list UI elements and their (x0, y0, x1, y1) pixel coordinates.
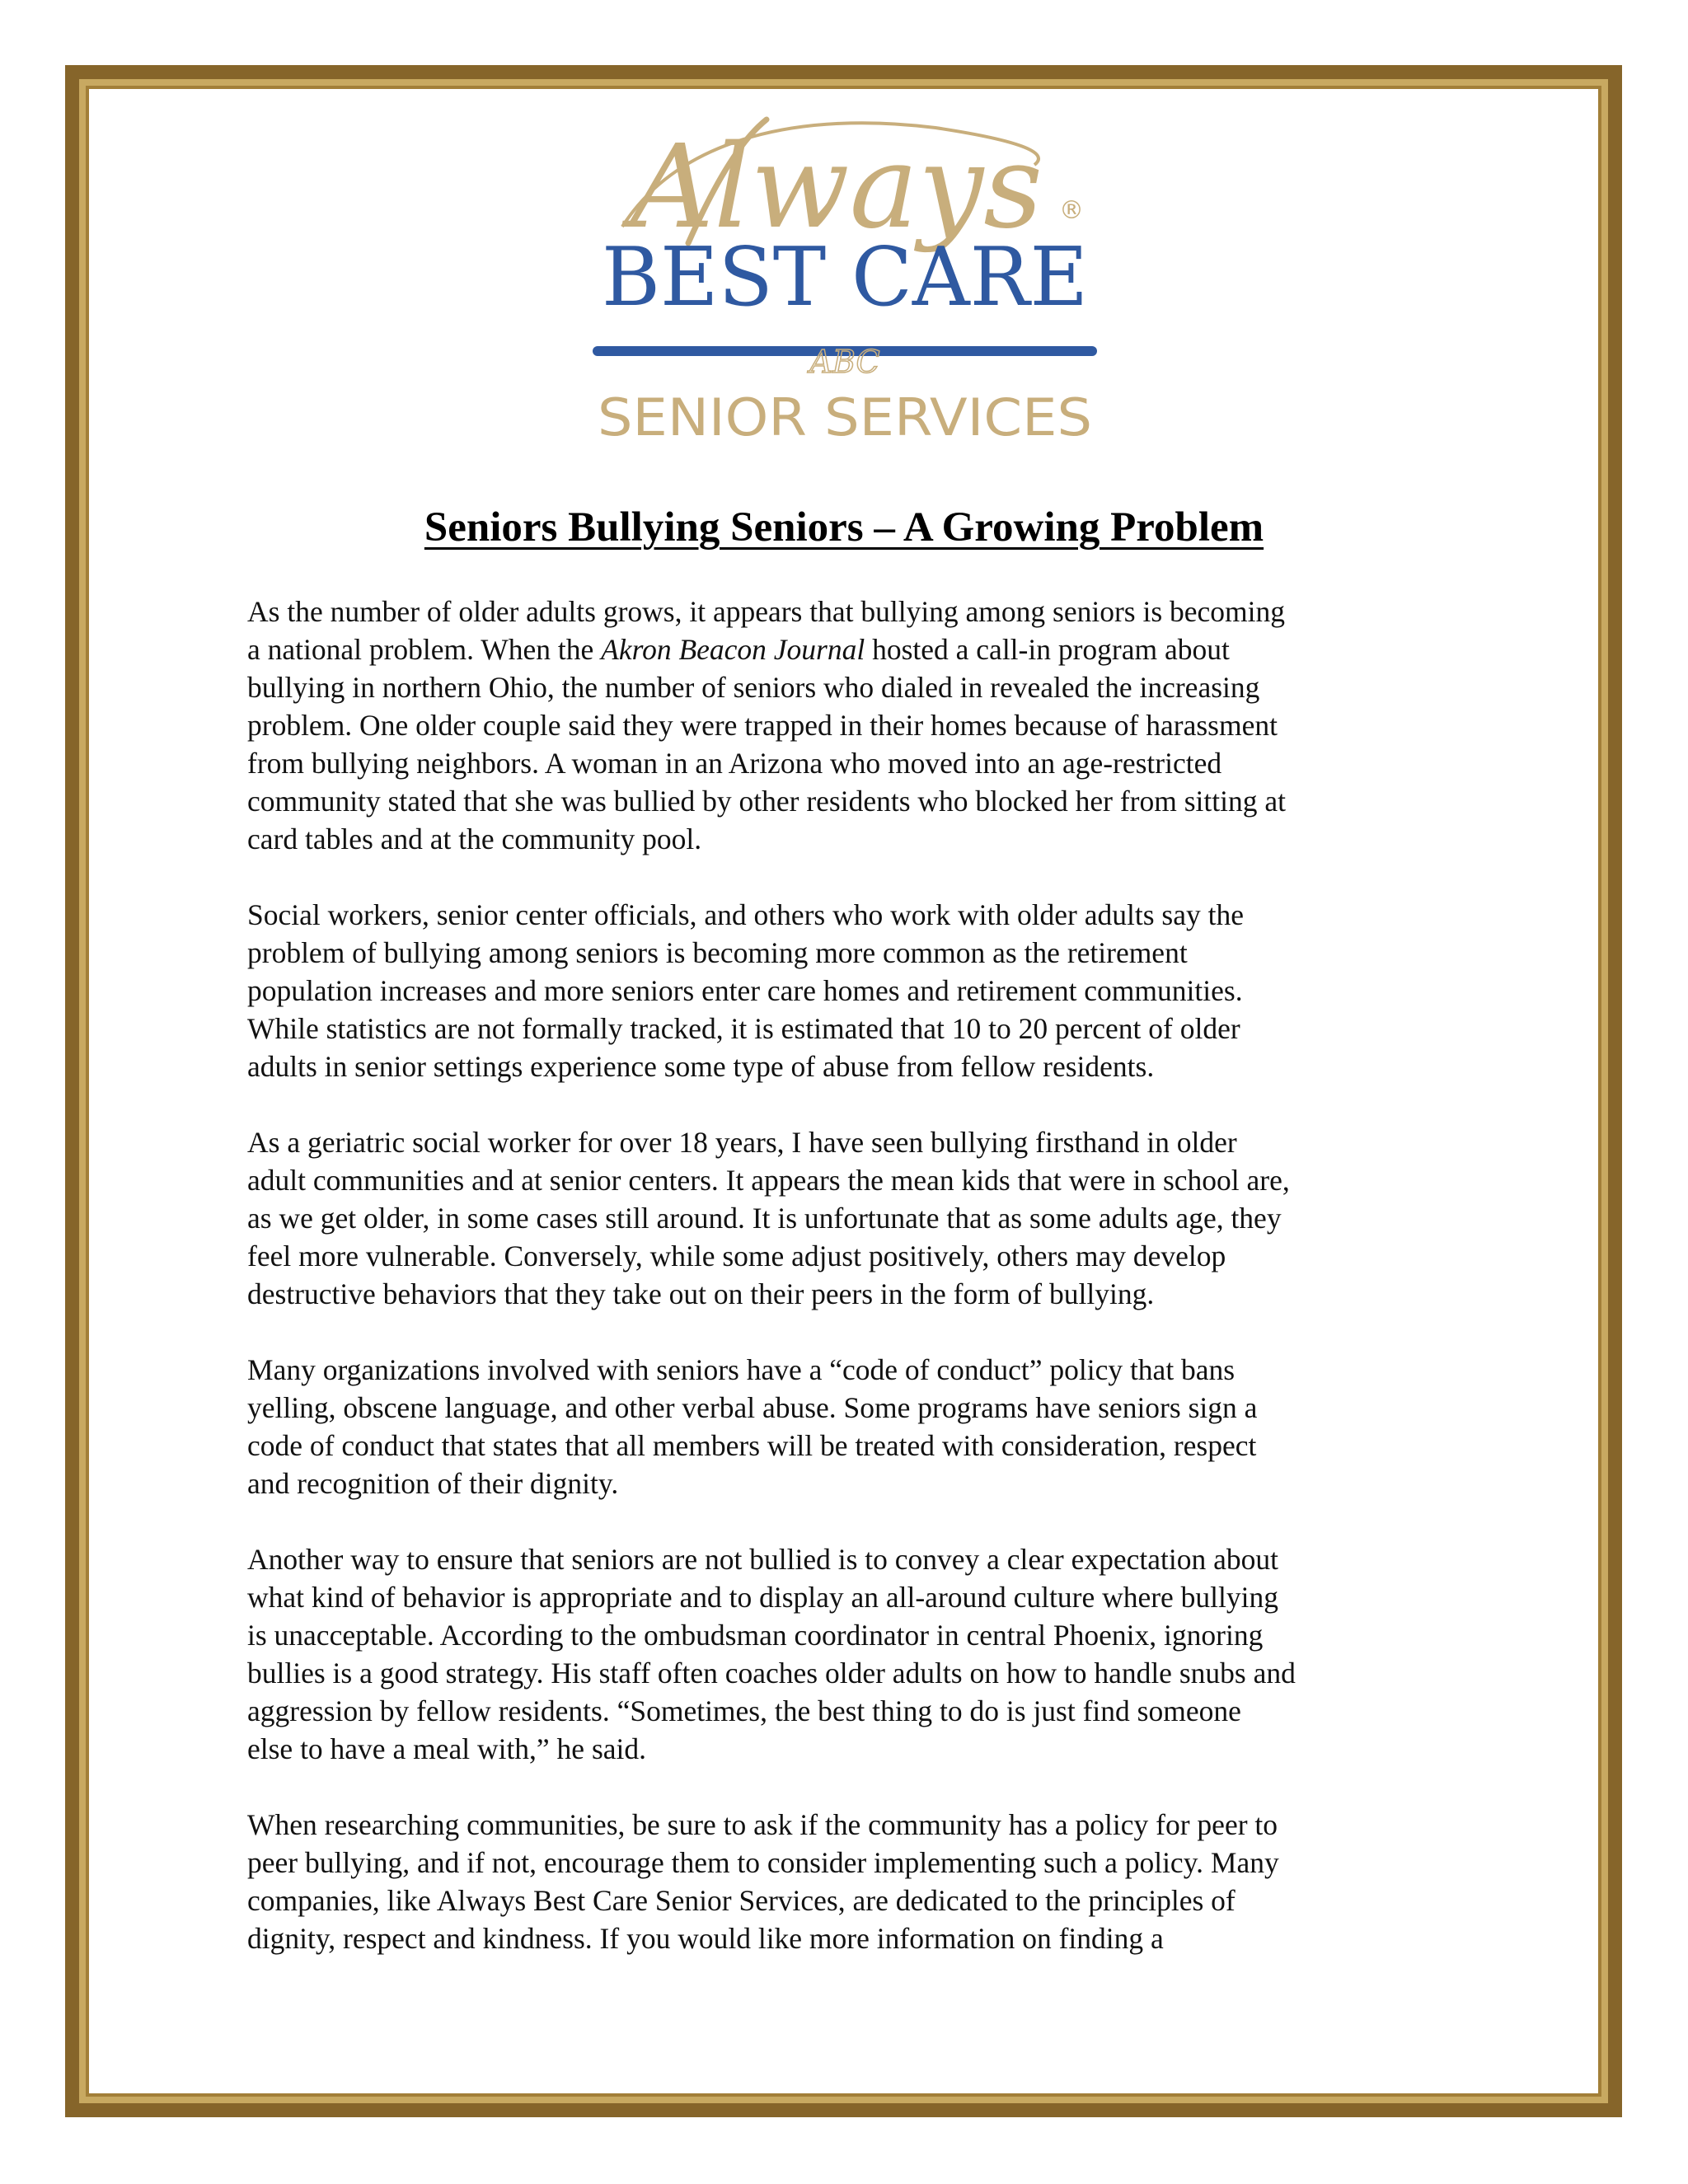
line-text: bullies is a good strategy. His staff often coaches older adults on how to handle snubs and (247, 1657, 1296, 1690)
paragraph-line (247, 820, 1451, 858)
line-text: adult communities and at senior centers. It appears the mean kids that were in school are, (247, 1164, 1290, 1197)
paragraph-line (247, 1540, 1451, 1578)
line-text: as we get older, in some cases still around. It is unfortunate that as some adults age, they (247, 1202, 1282, 1235)
paragraph-line (247, 1010, 1451, 1047)
paragraph-line (247, 1465, 1451, 1502)
line-text: population increases and more seniors enter care homes and retirement communities. (247, 974, 1243, 1007)
paragraph-line (247, 1199, 1451, 1237)
line-text: When researching communities, be sure to ask if the community has a policy for peer to (247, 1808, 1278, 1841)
logo-name-text: BEST CARE (602, 231, 1088, 325)
paragraph-line (247, 1844, 1451, 1882)
company-logo (589, 103, 1100, 449)
line-text: As the number of older adults grows, it appears that bullying among seniors is becoming (247, 595, 1286, 628)
paragraph-line (247, 1616, 1451, 1654)
line-text: Many organizations involved with seniors have a “code of conduct” policy that bans (247, 1353, 1236, 1386)
line-text: hosted a call-in program about (865, 633, 1230, 666)
line-text: peer bullying, and if not, encourage them to consider implementing such a policy. Many (247, 1846, 1279, 1879)
paragraph-line (247, 1882, 1451, 1919)
line-text: While statistics are not formally tracked, it is estimated that 10 to 20 percent of older (247, 1012, 1240, 1045)
paragraph-line (247, 934, 1451, 972)
line-text: adults in senior settings experience some type of abuse from fellow residents. (247, 1050, 1155, 1083)
paragraph-line (247, 1275, 1451, 1313)
paragraph-line (247, 1919, 1451, 1957)
paragraph-line (247, 1654, 1451, 1692)
paragraph-line (247, 706, 1451, 744)
line-text: As a geriatric social worker for over 18 years, I have seen bullying firsthand in older (247, 1126, 1237, 1159)
line-text: Another way to ensure that seniors are not bullied is to convey a clear expectation about (247, 1543, 1278, 1576)
logo-initials-text: ABC (809, 344, 880, 380)
logo-tagline-text: SENIOR SERVICES (598, 387, 1092, 448)
line-text: feel more vulnerable. Conversely, while some adjust positively, others may develop (247, 1240, 1226, 1272)
line-text: a national problem. When the (247, 633, 602, 666)
article-paragraph (247, 593, 1451, 858)
line-text: bullying in northern Ohio, the number of seniors who dialed in revealed the increasing (247, 671, 1260, 704)
paragraph-line (247, 668, 1451, 706)
paragraph-line (247, 744, 1451, 782)
publication-name: Akron Beacon Journal (601, 633, 865, 666)
line-text: companies, like Always Best Care Senior Services, are dedicated to the principles of (247, 1884, 1236, 1917)
line-text: card tables and at the community pool. (247, 823, 702, 855)
logo-registered-mark: ® (1059, 196, 1084, 225)
article-paragraph (247, 1351, 1451, 1502)
paragraph-line (247, 896, 1451, 934)
paragraph-line (247, 1692, 1451, 1730)
paragraph-line (247, 1806, 1451, 1844)
paragraph-line (247, 1578, 1451, 1616)
paragraph-line (247, 1427, 1451, 1465)
line-text: is unacceptable. According to the ombudsman coordinator in central Phoenix, ignoring (247, 1619, 1264, 1652)
paragraph-line (247, 1123, 1451, 1161)
line-text: what kind of behavior is appropriate and to display an all-around culture where bullying (247, 1581, 1279, 1614)
line-text: destructive behaviors that they take out on their peers in the form of bullying. (247, 1277, 1155, 1310)
paragraph-line (247, 630, 1451, 668)
paragraph-line (247, 593, 1451, 630)
line-text: code of conduct that states that all members will be treated with consideration, respect (247, 1429, 1257, 1462)
paragraph-line (247, 1161, 1451, 1199)
article-paragraph (247, 1540, 1451, 1768)
line-text: problem of bullying among seniors is becoming more common as the retirement (247, 936, 1188, 969)
article-paragraph (247, 896, 1451, 1085)
article-paragraph (247, 1123, 1451, 1313)
article-body (247, 593, 1451, 1995)
line-text: else to have a meal with,” he said. (247, 1732, 646, 1765)
paragraph-line (247, 782, 1451, 820)
line-text: aggression by fellow residents. “Sometimes, the best thing to do is just find someone (247, 1694, 1241, 1727)
line-text: dignity, respect and kindness. If you would like more information on finding a (247, 1922, 1164, 1955)
logo-script-text: Always (630, 120, 1043, 255)
article-title: Seniors Bullying Seniors – A Growing Problem (424, 504, 1264, 551)
line-text: yelling, obscene language, and other verbal abuse. Some programs have seniors sign a (247, 1391, 1258, 1424)
line-text: and recognition of their dignity. (247, 1467, 619, 1500)
paragraph-line (247, 1237, 1451, 1275)
paragraph-line (247, 1389, 1451, 1427)
line-text: problem. One older couple said they were trapped in their homes because of harassment (247, 709, 1278, 742)
line-text: Social workers, senior center officials, and others who work with older adults say the (247, 898, 1244, 931)
paragraph-line (247, 1047, 1451, 1085)
paragraph-line (247, 1351, 1451, 1389)
paragraph-line (247, 972, 1451, 1010)
paragraph-line (247, 1730, 1451, 1768)
article-paragraph (247, 1806, 1451, 1957)
line-text: from bullying neighbors. A woman in an Arizona who moved into an age-restricted (247, 747, 1222, 780)
line-text: community stated that she was bullied by other residents who blocked her from sitting at (247, 785, 1286, 818)
